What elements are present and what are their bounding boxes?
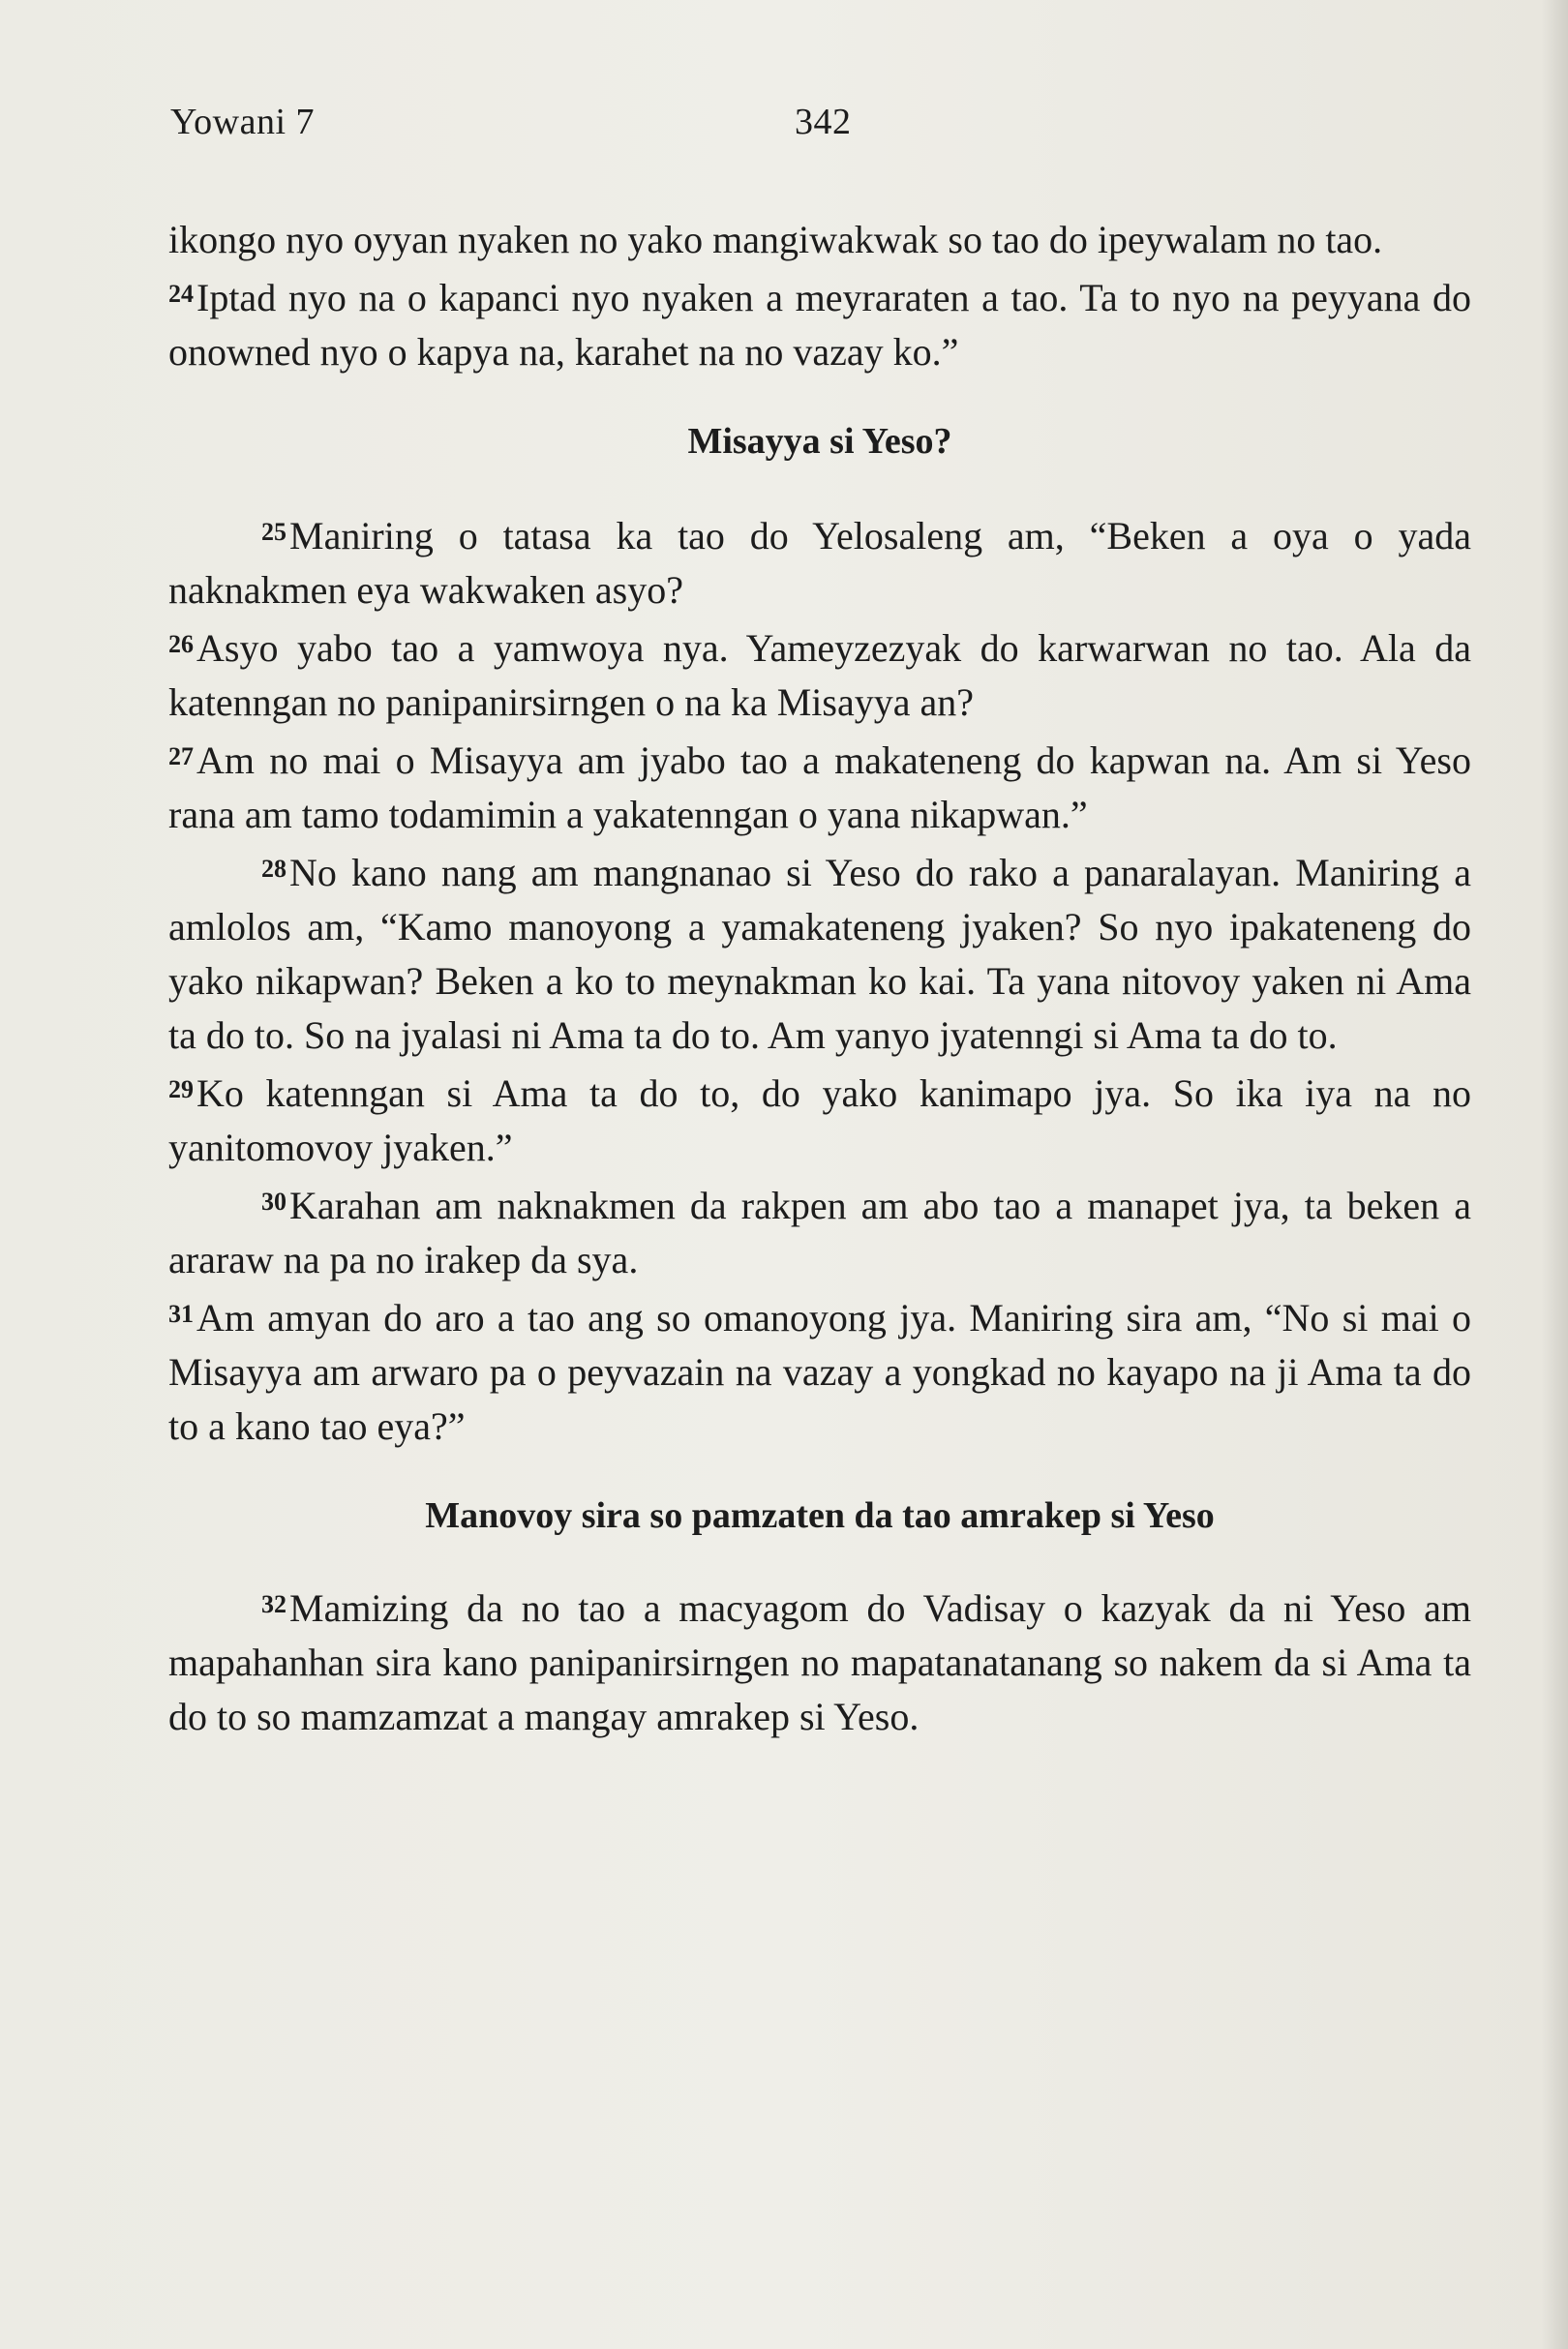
paragraph (168, 1175, 1471, 1287)
verse-number: 31 (168, 1300, 194, 1328)
verse-number: 25 (261, 518, 286, 546)
paragraph (168, 1578, 1471, 1744)
verse-text: Mamizing da no tao a macyagom do Vadisay o kazyak da ni Yeso am mapahanhan sira kano panipanirsirngen no mapatanatanang so nakem da si Ama ta do to so mamzamzat a mangay amrakep si Yeso. (168, 1586, 1471, 1738)
section-heading: Misayya si Yeso? (687, 421, 952, 462)
verse-number: 30 (261, 1188, 286, 1216)
verse-text: ikongo nyo oyyan nyaken no yako mangiwakwak so tao do ipeywalam no tao. (168, 218, 1383, 261)
verse-number: 29 (168, 1075, 194, 1103)
verse-text: Asyo yabo tao a yamwoya nya. Yameyzezyak do karwarwan no tao. Ala da katenngan no panipanirsirngen o na ka Misayya an? (168, 626, 1471, 724)
verse-text: Karahan am naknakmen da rakpen am abo tao a manapet jya, ta beken a araraw na pa no irakep da sya. (168, 1184, 1471, 1281)
verse-number: 27 (168, 742, 194, 770)
spine-shadow (1541, 0, 1568, 2349)
verse-number: 32 (261, 1590, 286, 1618)
page-content (168, 213, 1471, 1744)
page-number: 342 (795, 102, 852, 142)
verse-text: Iptad nyo na o kapanci nyo nyaken a meyraraten a tao. Ta to nyo na peyyana do onowned nyo o kapya na, karahet na no vazay ko.” (168, 276, 1471, 374)
paragraph (168, 505, 1471, 617)
verse-text: Maniring o tatasa ka tao do Yelosaleng am, “Beken a oya o yada naknakmen eya wakwaken asyo? (168, 514, 1471, 612)
verse-number: 28 (261, 855, 286, 883)
paragraph (168, 213, 1471, 267)
verse-text: Am amyan do aro a tao ang so omanoyong jya. Maniring sira am, “No si mai o Misayya am arwaro pa o peyvazain na vazay a yongkad no kayapo na ji Ama ta do to a kano tao eya?” (168, 1296, 1471, 1448)
paragraph (168, 842, 1471, 1063)
verse-number: 24 (168, 280, 194, 308)
paragraph (168, 1287, 1471, 1454)
paragraph (168, 617, 1471, 730)
verse-text: Ko katenngan si Ama ta do to, do yako kanimapo jya. So ika iya na no yanitomovoy jyaken.” (168, 1071, 1471, 1169)
verse-text: No kano nang am mangnanao si Yeso do rako a panaralayan. Maniring a amlolos am, “Kamo manoyong a yamakateneng jyaken? So nyo ipakateneng do yako nikapwan? Beken a ko to meynakman ko kai. Ta yana nitovoy yaken ni Ama ta do to. So na jyalasi ni Ama ta do to. Am yanyo jyatenngi si Ama ta do to. (168, 851, 1471, 1057)
paragraph (168, 730, 1471, 842)
verse-number: 26 (168, 630, 194, 658)
book-chapter-label: Yowani 7 (170, 102, 316, 142)
verse-text: Am no mai o Misayya am jyabo tao a makateneng do kapwan na. Am si Yeso rana am tamo todamimin a yakatenngan o yana nikapwan.” (168, 738, 1471, 836)
paragraph (168, 1063, 1471, 1175)
section-heading: Manovoy sira so pamzaten da tao amrakep si Yeso (425, 1495, 1215, 1536)
running-head (170, 101, 1467, 159)
paragraph (168, 267, 1471, 379)
